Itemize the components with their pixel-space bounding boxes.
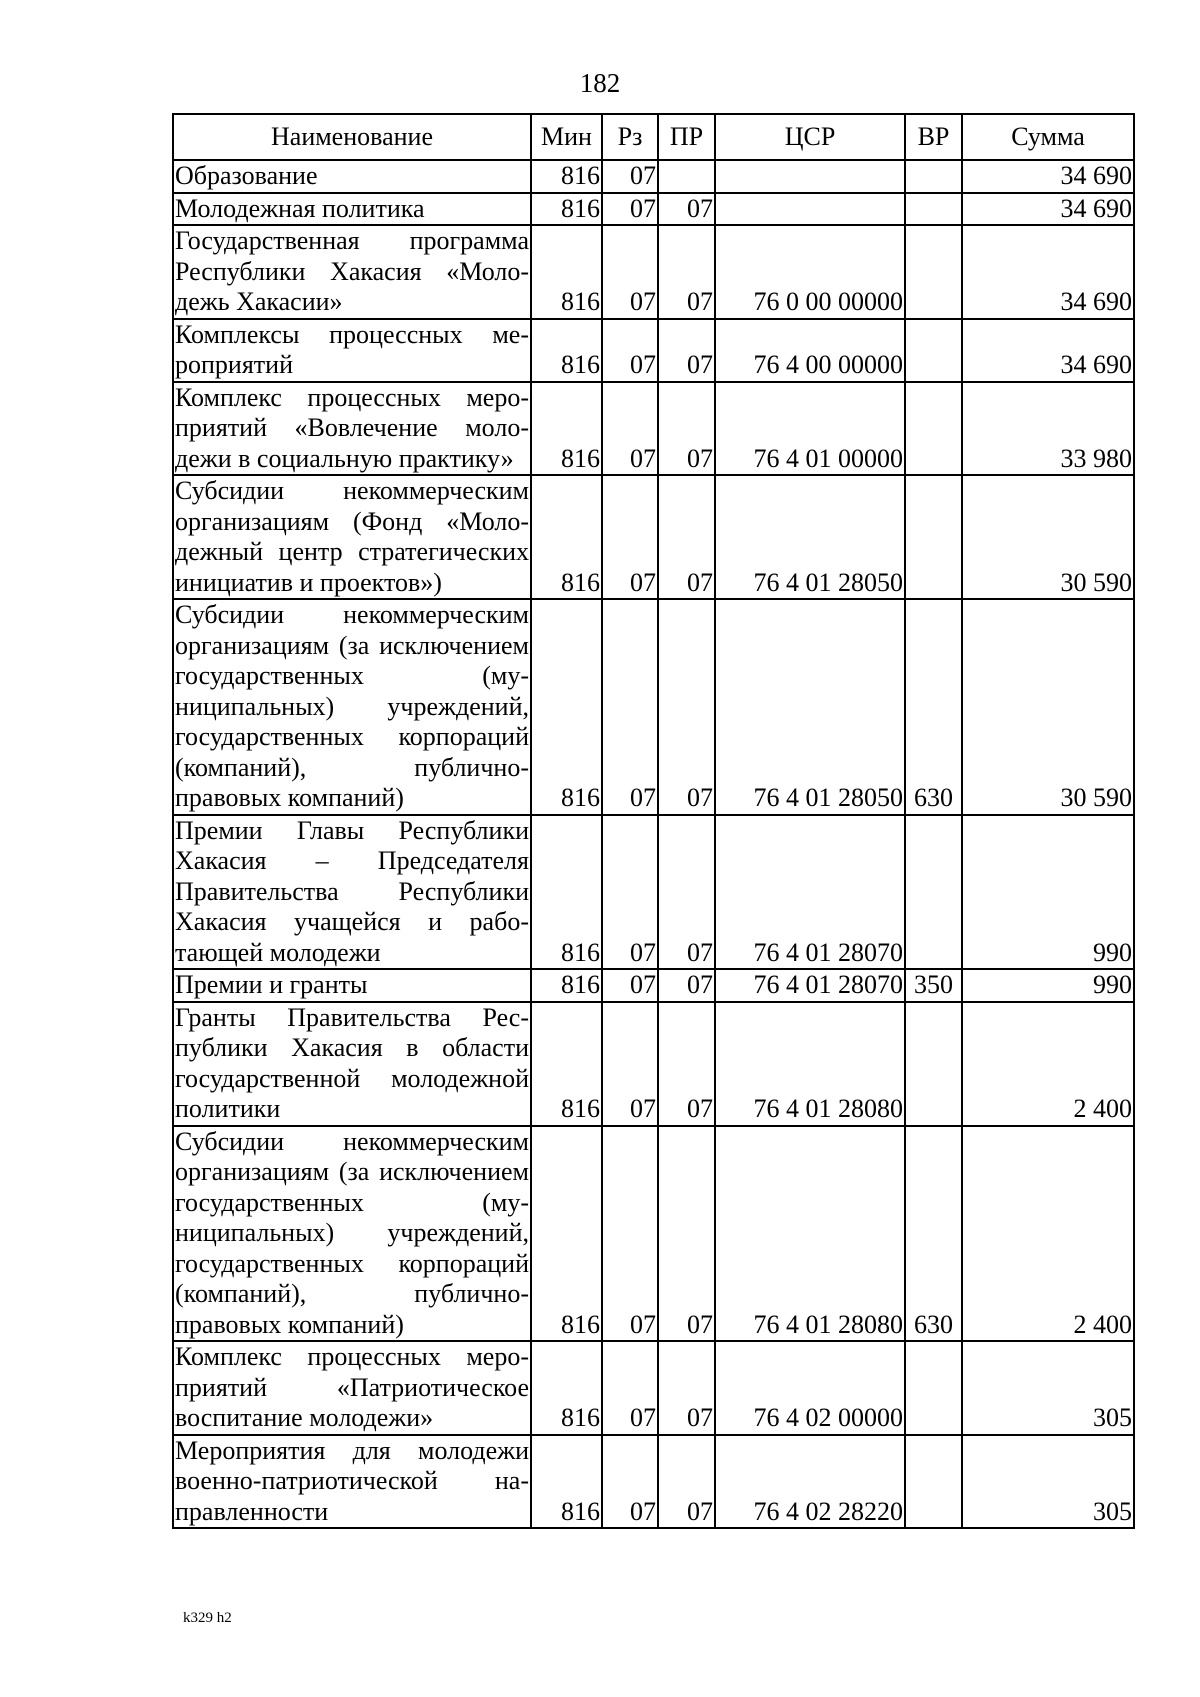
row-csr: 76 4 01 28070 (715, 969, 905, 1002)
header-rz: Рз (602, 114, 658, 160)
table-row (173, 193, 1134, 226)
table-row (173, 1435, 1134, 1529)
row-pr: 07 (658, 225, 715, 319)
row-csr (715, 193, 905, 226)
row-name: Премии Главы Республики Хакасия – Председателя Правительства Республики Хакасия учащейся и работающей молодежи (173, 815, 531, 970)
row-csr: 76 4 01 28080 (715, 1002, 905, 1126)
row-sum: 2 400 (962, 1126, 1134, 1342)
row-min: 816 (531, 815, 602, 970)
table-row (173, 382, 1134, 476)
row-vr (905, 193, 962, 226)
row-rz: 07 (602, 1126, 658, 1342)
row-csr: 76 4 00 00000 (715, 319, 905, 382)
row-pr: 07 (658, 1002, 715, 1126)
row-vr (905, 1002, 962, 1126)
row-rz: 07 (602, 193, 658, 226)
row-min: 816 (531, 193, 602, 226)
row-pr (658, 160, 715, 193)
table-row (173, 1002, 1134, 1126)
row-min: 816 (531, 160, 602, 193)
row-pr: 07 (658, 1341, 715, 1435)
row-vr: 630 (905, 1126, 962, 1342)
table-row (173, 969, 1134, 1002)
row-csr: 76 4 01 00000 (715, 382, 905, 476)
row-name: Комплекс процессных мероприятий «Вовлечение молодежи в социальную практику» (173, 382, 531, 476)
header-row (173, 114, 1134, 160)
row-rz: 07 (602, 382, 658, 476)
row-vr (905, 225, 962, 319)
row-pr: 07 (658, 193, 715, 226)
table-row (173, 1126, 1134, 1342)
row-csr: 76 4 01 28050 (715, 475, 905, 599)
row-sum: 33 980 (962, 382, 1134, 476)
row-vr (905, 475, 962, 599)
row-pr: 07 (658, 475, 715, 599)
row-vr (905, 1435, 962, 1529)
row-rz: 07 (602, 319, 658, 382)
row-sum: 30 590 (962, 475, 1134, 599)
row-name: Субсидии некоммерческим организациям (за исключением государственных (муниципальных) учреждений, государственных корпораций (компаний), публично-правовых компаний) (173, 599, 531, 815)
header-pr: ПР (658, 114, 715, 160)
header-min: Мин (531, 114, 602, 160)
row-min: 816 (531, 382, 602, 476)
row-sum: 34 690 (962, 319, 1134, 382)
table-row (173, 1341, 1134, 1435)
table-row (173, 225, 1134, 319)
row-sum: 990 (962, 969, 1134, 1002)
row-pr: 07 (658, 1126, 715, 1342)
row-name: Гранты Правительства Республики Хакасия в области государственной молодежной политики (173, 1002, 531, 1126)
header-vr: ВР (905, 114, 962, 160)
row-rz: 07 (602, 475, 658, 599)
row-vr: 630 (905, 599, 962, 815)
row-rz: 07 (602, 1002, 658, 1126)
row-csr (715, 160, 905, 193)
row-name: Образование (173, 160, 531, 193)
row-name: Премии и гранты (173, 969, 531, 1002)
row-pr: 07 (658, 815, 715, 970)
row-min: 816 (531, 225, 602, 319)
header-csr: ЦСР (715, 114, 905, 160)
row-pr: 07 (658, 382, 715, 476)
row-name: Комплекс процессных мероприятий «Патриотическое воспитание молодежи» (173, 1341, 531, 1435)
table-row (173, 319, 1134, 382)
table-row (173, 815, 1134, 970)
row-rz: 07 (602, 160, 658, 193)
row-rz: 07 (602, 225, 658, 319)
row-name: Молодежная политика (173, 193, 531, 226)
row-csr: 76 4 02 00000 (715, 1341, 905, 1435)
row-sum: 34 690 (962, 225, 1134, 319)
row-csr: 76 4 01 28080 (715, 1126, 905, 1342)
row-pr: 07 (658, 599, 715, 815)
row-pr: 07 (658, 319, 715, 382)
row-sum: 30 590 (962, 599, 1134, 815)
row-name: Мероприятия для молодежи военно-патриотической направленности (173, 1435, 531, 1529)
row-name: Субсидии некоммерческим организациям (за исключением государственных (муниципальных) учреждений, государственных корпораций (компаний), публично-правовых компаний) (173, 1126, 531, 1342)
table-row (173, 160, 1134, 193)
row-min: 816 (531, 1126, 602, 1342)
row-sum: 34 690 (962, 160, 1134, 193)
row-min: 816 (531, 475, 602, 599)
row-csr: 76 4 01 28070 (715, 815, 905, 970)
row-name: Субсидии некоммерческим организациям (Фонд «Молодежный центр стратегических инициатив и проектов») (173, 475, 531, 599)
row-pr: 07 (658, 969, 715, 1002)
table-row (173, 475, 1134, 599)
row-rz: 07 (602, 599, 658, 815)
row-csr: 76 0 00 00000 (715, 225, 905, 319)
row-vr (905, 160, 962, 193)
row-sum: 990 (962, 815, 1134, 970)
budget-table (172, 113, 1135, 1529)
row-vr (905, 319, 962, 382)
row-sum: 305 (962, 1435, 1134, 1529)
row-vr (905, 1341, 962, 1435)
footer-code: k329 h2 (183, 1610, 232, 1626)
row-min: 816 (531, 1341, 602, 1435)
row-name: Комплексы процессных мероприятий (173, 319, 531, 382)
row-rz: 07 (602, 969, 658, 1002)
row-vr (905, 382, 962, 476)
row-pr: 07 (658, 1435, 715, 1529)
row-vr (905, 815, 962, 970)
row-name: Государственная программа Республики Хакасия «Молодежь Хакасии» (173, 225, 531, 319)
row-rz: 07 (602, 815, 658, 970)
page-number: 182 (579, 68, 621, 98)
row-min: 816 (531, 1435, 602, 1529)
row-min: 816 (531, 1002, 602, 1126)
row-csr: 76 4 01 28050 (715, 599, 905, 815)
row-rz: 07 (602, 1341, 658, 1435)
row-min: 816 (531, 969, 602, 1002)
row-sum: 34 690 (962, 193, 1134, 226)
row-min: 816 (531, 319, 602, 382)
header-name: Наименование (173, 114, 531, 160)
row-sum: 2 400 (962, 1002, 1134, 1126)
row-csr: 76 4 02 28220 (715, 1435, 905, 1529)
row-min: 816 (531, 599, 602, 815)
table-row (173, 599, 1134, 815)
row-rz: 07 (602, 1435, 658, 1529)
row-sum: 305 (962, 1341, 1134, 1435)
header-sum: Сумма (962, 114, 1134, 160)
row-vr: 350 (905, 969, 962, 1002)
